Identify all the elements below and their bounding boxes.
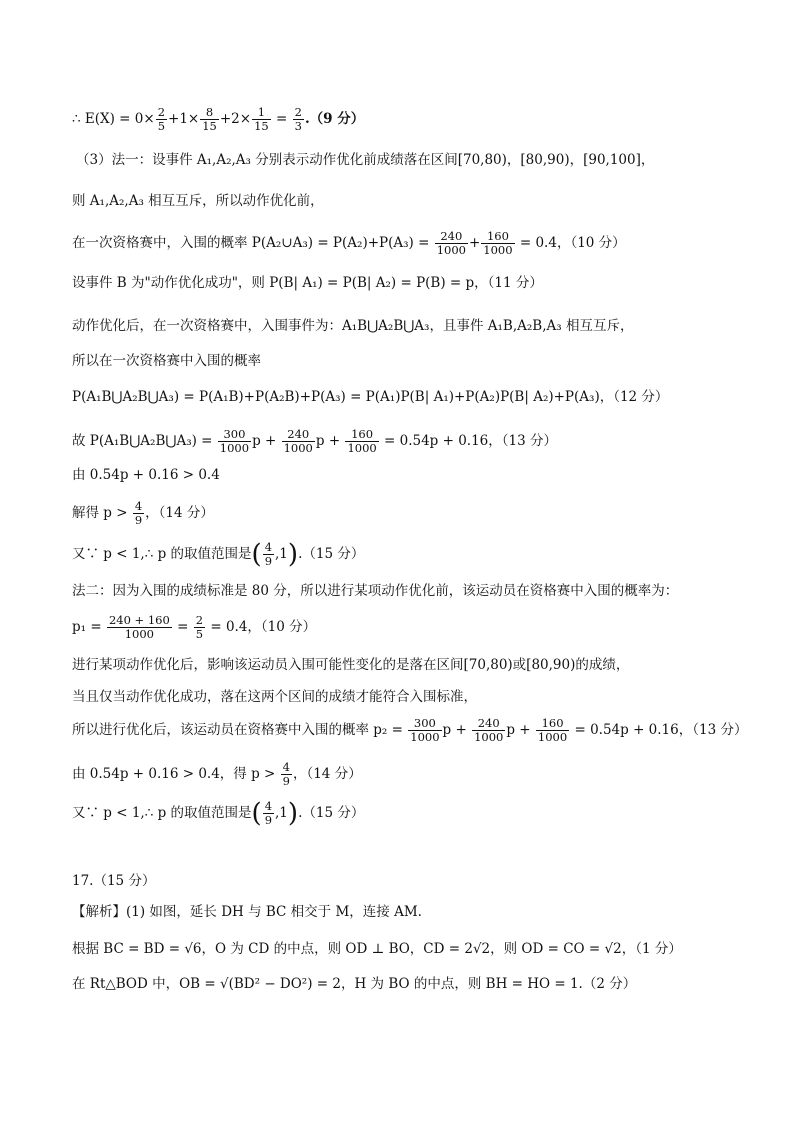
text-line: 所以在一次资格赛中入围的概率: [72, 353, 261, 369]
method1-intro: （3）法一：设事件 A₁,A₂,A₃ 分别表示动作优化前成绩落在区间[70,80)，[80,90)，[90,100]，: [76, 152, 655, 168]
analysis-line: 【解析】(1) 如图，延长 DH 与 BC 相交于 M，连接 AM.: [72, 904, 422, 920]
fraction: $\frac{160}{1000}$: [483, 229, 513, 257]
text-line: 动作优化后，在一次资格赛中，入围事件为：A₁B⋃A₂B⋃A₃，且事件 A₁B,A₂B,A₃ 相互互斥，: [72, 318, 634, 334]
fraction: $\frac{2}{5}$: [195, 613, 204, 641]
text-line: 当且仅当动作优化成功，落在这两个区间的成绩才能符合入围标准，: [72, 689, 477, 705]
p2-line: 所以进行优化后，该运动员在资格赛中入围的概率 p₂ = $\frac{300}{1000}$ p + $\frac{240}{1000}$ p + $\frac{160}{1000}$ = 0.54p + 0.16，（13 分）: [72, 716, 748, 744]
prob-before-line: 在一次资格赛中，入围的概率 P(A₂∪A₃) = P(A₂)+P(A₃) = $\frac{240}{1000}$ + $\frac{160}{1000}$ = 0.4，（10 分）: [72, 229, 626, 257]
range-line: 又∵ p < 1,∴ p 的取值范围是( $\frac{4}{9}$ ,1).（15 分）: [72, 798, 365, 829]
fraction: $\frac{1}{15}$: [254, 105, 269, 133]
fraction: $\frac{160}{1000}$: [347, 427, 377, 455]
fraction: $\frac{240}{1000}$: [474, 716, 504, 744]
text-line: 由 0.54p + 0.16 > 0.4: [72, 467, 220, 483]
text-line: 在 Rt△BOD 中，OB = √(BD² − DO²) = 2，H 为 BO 的中点，则 BH = HO = 1.（2 分）: [72, 976, 637, 992]
problem-heading: 17.（15 分）: [72, 873, 156, 889]
fraction: $\frac{300}{1000}$: [219, 427, 250, 455]
fraction: $\frac{240 + 160}{1000}$: [108, 613, 170, 641]
fraction: $\frac{2}{5}$: [157, 105, 166, 133]
fraction: $\frac{4}{9}$: [264, 799, 273, 827]
event-b-line: 设事件 B 为"动作优化成功"，则 P(B| A₁) = P(B| A₂) = P(B) = p，（11 分）: [72, 275, 543, 291]
p1-line: p₁ = $\frac{240 + 160}{1000}$ = $\frac{2}{5}$ = 0.4，（10 分）: [72, 613, 317, 641]
expectation-line: ∴ E(X) = 0× $\frac{2}{5}$ +1× $\frac{8}{15}$ +2× $\frac{1}{15}$ = $\frac{2}{3}$ .（9 分）: [72, 105, 365, 133]
method2-intro: 法二：因为入围的成绩标准是 80 分，所以进行某项动作优化前，该运动员在资格赛中入围的概率为：: [72, 583, 679, 599]
text-line: 则 A₁,A₂,A₃ 相互互斥，所以动作优化前，: [72, 193, 324, 209]
fraction: $\frac{240}{1000}$: [436, 229, 466, 257]
fraction: $\frac{160}{1000}$: [537, 716, 568, 744]
fraction: $\frac{4}{9}$: [282, 760, 290, 788]
fraction: $\frac{2}{3}$: [294, 105, 302, 133]
fraction: $\frac{4}{9}$: [264, 540, 273, 568]
inequality-line: 由 0.54p + 0.16 > 0.4，得 p > $\frac{4}{9}$ ，（14 分）: [72, 760, 362, 788]
text-line: 进行某项动作优化后，影响该运动员入围可能性变化的是落在区间[70,80)或[80,90)的成绩，: [72, 657, 630, 673]
range-line: 又∵ p < 1,∴ p 的取值范围是( $\frac{4}{9}$ ,1).（15 分）: [72, 539, 365, 570]
formula-line: 故 P(A₁B⋃A₂B⋃A₃) = $\frac{300}{1000}$ p + $\frac{240}{1000}$ p + $\frac{160}{1000}$ = 0.54p + 0.16，（13 分）: [72, 427, 557, 455]
fraction: $\frac{300}{1000}$: [410, 716, 440, 744]
fraction: $\frac{8}{15}$: [202, 105, 217, 133]
text: ∴ E(X) = 0×: [72, 111, 155, 127]
fraction: $\frac{240}{1000}$: [283, 427, 313, 455]
text-line: 根据 BC = BD = √6，O 为 CD 的中点，则 OD ⊥ BO，CD = 2√2，则 OD = CO = √2，（1 分）: [72, 941, 682, 957]
fraction: $\frac{4}{9}$: [134, 499, 143, 527]
formula-line: P(A₁B⋃A₂B⋃A₃) = P(A₁B)+P(A₂B)+P(A₃) = P(A₁)P(B| A₁)+P(A₂)P(B| A₂)+P(A₃)，（12 分）: [72, 389, 669, 405]
solution-line: 解得 p > $\frac{4}{9}$ ，（14 分）: [72, 499, 214, 527]
